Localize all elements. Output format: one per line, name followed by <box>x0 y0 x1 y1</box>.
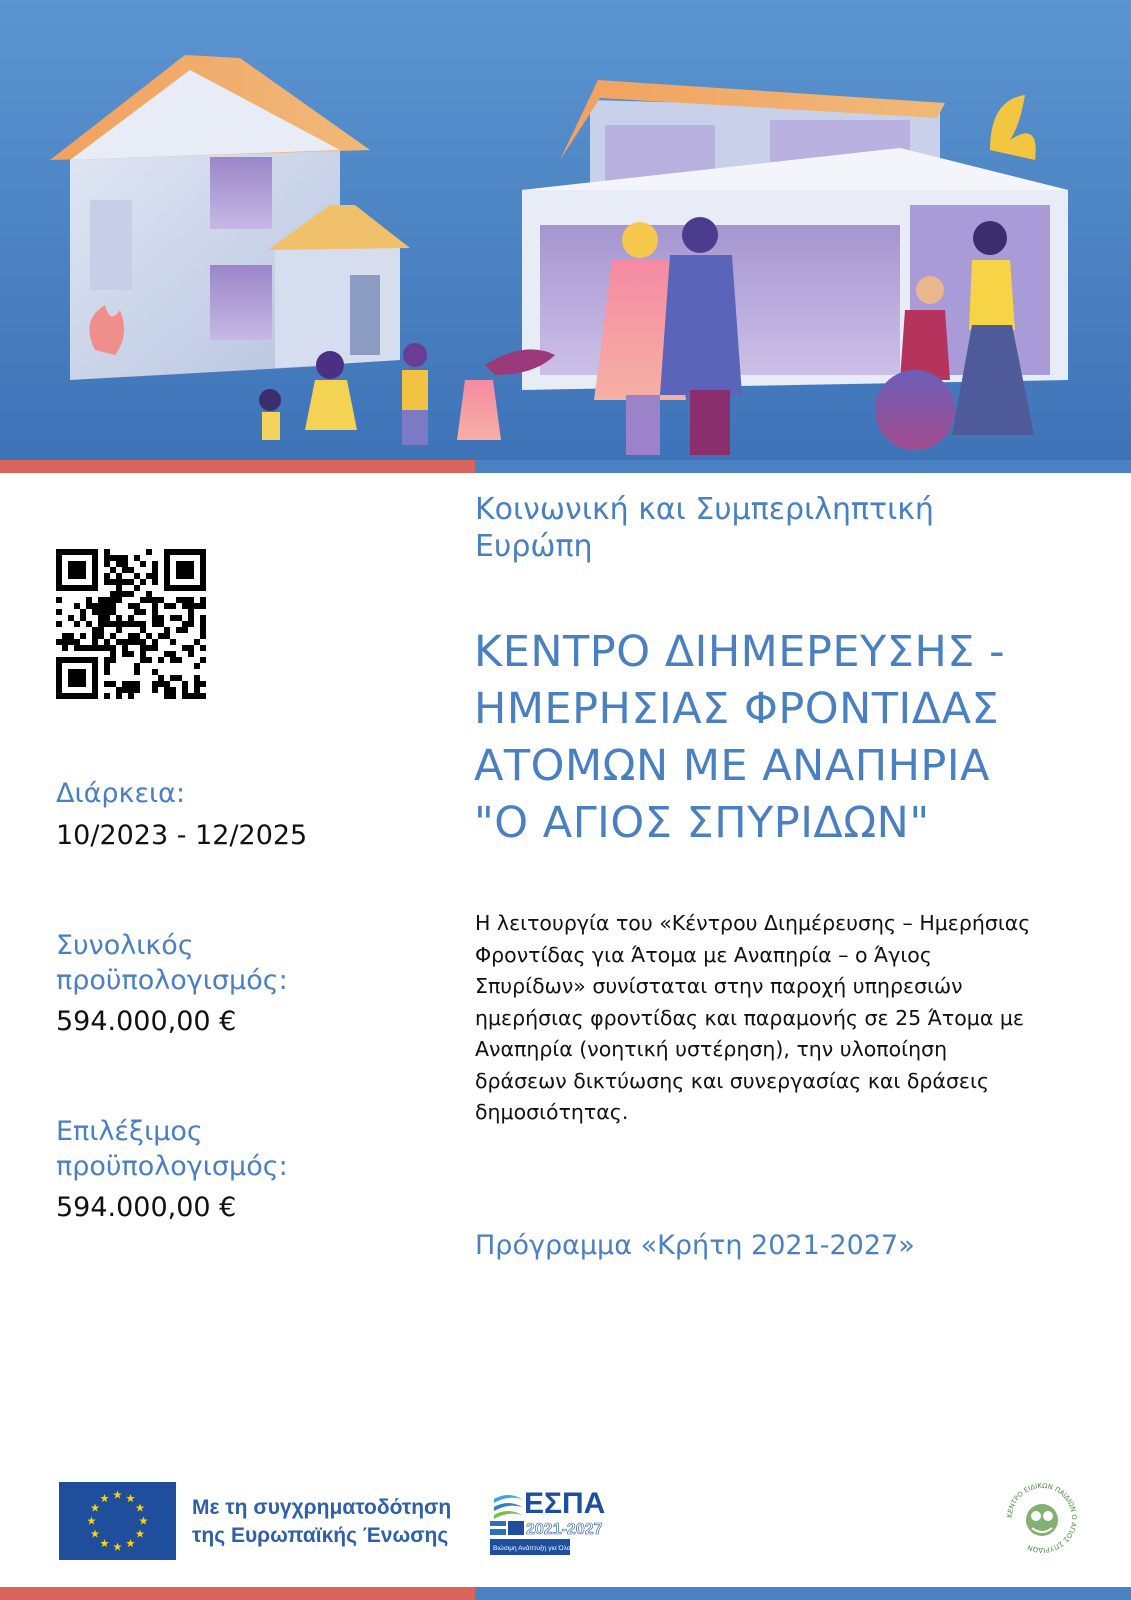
description-line: ημερήσιας φροντίδας και παραμονής σε 25 Άτομα με <box>475 1005 1024 1030</box>
total-budget-label-line: προϋπολογισμός: <box>56 965 288 996</box>
description-line: δράσεων δικτύωσης και συνεργασίας και δράσεις <box>475 1068 989 1093</box>
program-name: Πρόγραμμα «Κρήτη 2021-2027» <box>475 1230 915 1261</box>
cofunding-line: Με τη συγχρηματοδότηση <box>192 1496 452 1519</box>
project-title-line: ΚΕΝΤΡΟ ΔΙΗΜΕΡΕΥΣΗΣ - <box>474 627 1006 677</box>
eligible-budget-value: 594.000,00 € <box>56 1192 237 1223</box>
policy-theme-line: Κοινωνική και Συμπεριληπτική <box>475 492 934 527</box>
qr-code-icon[interactable] <box>56 549 206 699</box>
eligible-budget-label <box>56 1114 288 1184</box>
project-title-line: "Ο ΑΓΙΟΣ ΣΠΥΡΙΔΩΝ" <box>474 798 930 848</box>
top-stripe-red <box>0 460 475 473</box>
bottom-stripe-blue <box>475 1587 1131 1600</box>
espa-word: ΕΣΠΑ <box>524 1487 606 1520</box>
school-logo-text: ΚΕΝΤΡΟ ΕΙΔΙΚΩΝ ΠΑΙΔΙΩΝ Ο ΑΓΙΟΣ ΣΠΥΡΙΔΩΝ <box>1006 1481 1078 1555</box>
description-line: δημοσιότητας. <box>475 1100 629 1124</box>
school-logo-icon <box>1006 1476 1078 1560</box>
description-line: Φροντίδας για Άτομα με Αναπηρία – ο Άγιος <box>475 942 932 967</box>
cofunding-statement <box>192 1494 451 1550</box>
project-title <box>474 624 1074 852</box>
total-budget-value: 594.000,00 € <box>56 1006 237 1037</box>
eligible-budget-label-line: Επιλέξιμος <box>56 1116 203 1147</box>
espa-logo-icon <box>490 1483 615 1557</box>
top-stripe-blue <box>475 460 1131 473</box>
duration-value: 10/2023 - 12/2025 <box>56 820 308 851</box>
project-title-line: ΑΤΟΜΩΝ ΜΕ ΑΝΑΠΗΡΙΑ <box>474 741 990 791</box>
project-title-line: ΗΜΕΡΗΣΙΑΣ ΦΡΟΝΤΙΔΑΣ <box>474 684 1000 734</box>
duration-label: Διάρκεια: <box>56 778 186 809</box>
eu-flag-icon <box>59 1482 176 1560</box>
total-budget-label <box>56 928 288 998</box>
eligible-budget-label-line: προϋπολογισμός: <box>56 1151 288 1182</box>
policy-theme <box>475 491 1035 565</box>
policy-theme-line: Ευρώπη <box>475 529 593 564</box>
cofunding-line: της Ευρωπαϊκής Ένωσης <box>192 1524 449 1547</box>
description-line: Αναπηρία (νοητική υστέρηση), την υλοποίηση <box>475 1037 948 1061</box>
bottom-stripe-red <box>0 1587 475 1600</box>
description-line: Η λειτουργία του «Κέντρου Διημέρευσης – Ημερήσιας <box>475 911 1031 935</box>
espa-tagline: Βιώσιμη Ανάπτυξη για Όλους <box>493 1545 578 1552</box>
hero-illustration <box>0 0 1131 460</box>
total-budget-label-line: Συνολικός <box>56 930 194 961</box>
project-description <box>475 908 1055 1129</box>
description-line: Σπυρίδων» συνίσταται στην παροχή υπηρεσιών <box>475 974 963 998</box>
espa-years: 2021-2027 <box>526 1521 603 1538</box>
